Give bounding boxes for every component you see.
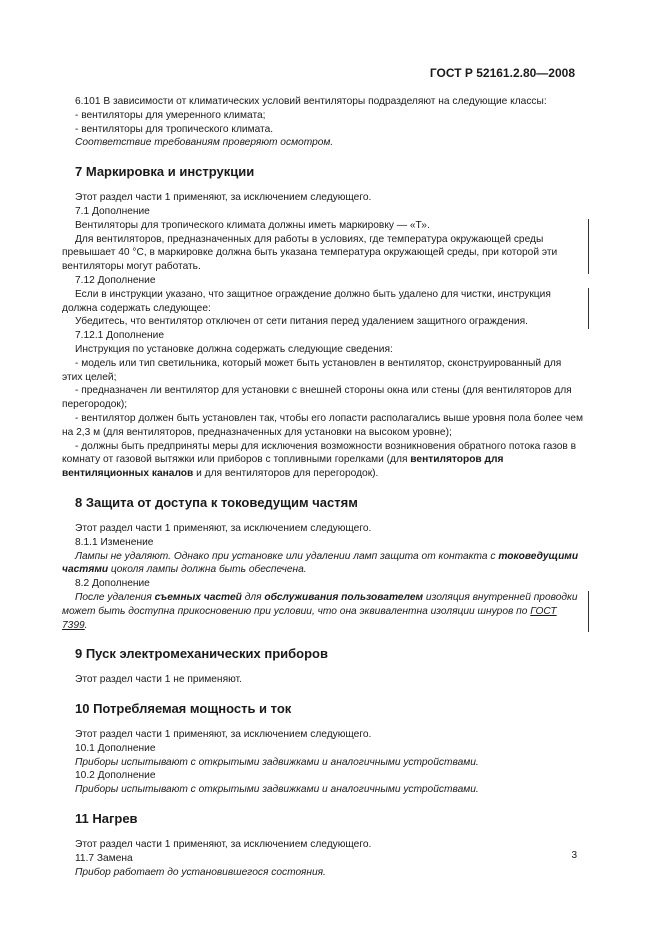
page-body [62,95,583,879]
list-item: - модель или тип светильника, который может быть установлен в вентилятор, сконструированный для этих целей; [62,357,562,383]
clause-label: 7.1 Дополнение [75,205,150,217]
clause-label: 7.12 Дополнение [75,274,156,286]
list-item [62,440,583,481]
paragraph: Этот раздел части 1 применяют, за исключением следующего. [75,839,372,851]
clause-label: 10.1 Дополнение [75,742,156,754]
list-item: - предназначен ли вентилятор для установки с внешней стороны окна или стены (для вентиляторов для перегородок); [62,385,572,411]
text-run: изоляция внутренней проводки может быть доступна прикосновению при условии, что она эквивалентна изоляции шнуров по [62,591,578,617]
section-10-title: 10 Потребляемая мощность и ток [75,701,292,717]
change-bar-block [62,288,589,329]
paragraph [62,550,583,578]
paragraph: Для вентиляторов, предназначенных для работы в условиях, где температура окружающей среды превышает 40 °С, в маркировке должна быть указана температура окружающей среды, при которой эти вентиляторы могут работать. [62,233,558,273]
text-run: цоколя лампы должна быть обеспечена. [108,564,307,576]
section-11-title: 11 Нагрев [75,811,138,827]
paragraph: Приборы испытывают с открытыми задвижками и аналогичными устройствами. [75,784,479,796]
text-run: - должны быть предприняты меры для исключения возможности возникновения обратного потока газов в комнату от газовой вытяжки или приборов с топливными горелками (для [62,440,577,466]
paragraph: Убедитесь, что вентилятор отключен от сети питания перед удалением защитного ограждения. [75,316,528,328]
text-run: После удаления [75,591,155,603]
paragraph: Этот раздел части 1 не применяют. [75,674,242,686]
paragraph: Приборы испытывают с открытыми задвижками и аналогичными устройствами. [75,756,479,768]
paragraph [62,591,584,632]
change-bar-block [62,219,589,274]
text-run: . [84,619,88,631]
section-8-title: 8 Защита от доступа к токоведущим частям [75,494,358,510]
list-item: - вентилятор должен быть установлен так, чтобы его лопасти располагались выше уровня пола более чем на 2,3 м (для вентиляторов, предназначенных для установки на высоком уровне); [62,412,583,438]
term-bold: вентиляторов для вентиляционных каналов [62,454,504,480]
text-run: для [241,591,265,603]
compliance-note: Соответствие требованиям проверяют осмотром. [75,137,334,149]
standard-link[interactable]: ГОСТ 7399 [62,605,557,631]
paragraph: Этот раздел части 1 применяют, за исключением следующего. [75,729,372,741]
document-id: ГОСТ Р 52161.2.80—2008 [429,66,575,80]
page-number: 3 [571,850,577,861]
list-item: - вентиляторы для умеренного климата; [75,109,266,121]
paragraph: Инструкция по установке должна содержать следующие сведения: [75,343,393,355]
term-bold: съемных частей [154,591,242,603]
list-item: - вентиляторы для тропического климата. [75,123,274,135]
clause-label: 7.12.1 Дополнение [75,330,165,342]
clause-label: 8.1.1 Изменение [75,536,154,548]
paragraph: Этот раздел части 1 применяют, за исключением следующего. [75,522,372,534]
paragraph: Этот раздел части 1 применяют, за исключением следующего. [75,192,372,204]
change-bar-block [62,591,589,632]
clause-label: 8.2 Дополнение [75,578,150,590]
clause-label: 11.7 Замена [75,852,133,864]
text-run: и для вентиляторов для перегородок). [193,468,379,480]
paragraph: Если в инструкции указано, что защитное ограждение должно быть удалено для чистки, инструкция должна содержать следующее: [62,288,551,314]
clause-label: 10.2 Дополнение [75,770,156,782]
text-run: Лампы не удаляют. Однако при установке или удалении ламп защита от контакта с [75,550,499,562]
section-7-title: 7 Маркировка и инструкции [75,164,255,180]
section-9-title: 9 Пуск электромеханических приборов [75,646,328,662]
paragraph: Прибор работает до установившегося состояния. [75,866,326,878]
term-bold: токоведущими частями [62,550,579,576]
term-bold: обслуживания пользователем [264,591,424,603]
paragraph: Вентиляторы для тропического климата должны иметь маркировку — «Т». [75,219,430,231]
para-6-101: 6.101 В зависимости от климатических условий вентиляторы подразделяют на следующие классы: [75,96,547,107]
